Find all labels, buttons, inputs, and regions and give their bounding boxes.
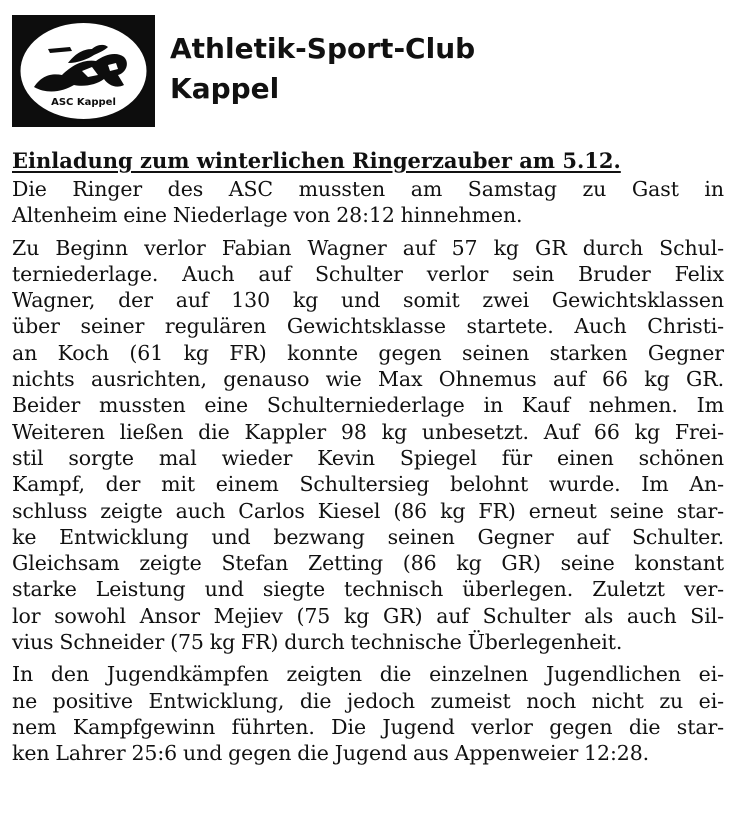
logo-text: ASC Kappel <box>51 97 116 108</box>
paragraph-2 <box>12 235 724 656</box>
text-line: Kampf, der mit einem Schultersieg belohnt wurde. Im An- <box>12 472 724 497</box>
text-line: Zu Beginn verlor Fabian Wagner auf 57 kg GR durch Schul- <box>12 235 724 260</box>
text-line: schluss zeigte auch Carlos Kiesel (86 kg FR) erneut seine star- <box>12 498 724 523</box>
text-line: In den Jugendkämpfen zeigten die einzelnen Jugendlichen ei- <box>12 662 724 687</box>
text-line: Die Ringer des ASC mussten am Samstag zu Gast in <box>12 177 724 201</box>
text-line: ne positive Entwicklung, die jedoch zumeist noch nicht zu ei- <box>12 688 724 713</box>
text-line: starke Leistung und siegte technisch überlegen. Zuletzt ver- <box>12 577 724 602</box>
text-line: ke Entwicklung und bezwang seinen Gegner auf Schulter. <box>12 524 724 549</box>
header <box>12 15 727 127</box>
text-line: an Koch (61 kg FR) konnte gegen seinen starken Gegner <box>12 340 724 365</box>
text-line: Beider mussten eine Schulterniederlage in Kauf nehmen. Im <box>12 393 724 418</box>
text-line: nem Kampfgewinn führten. Die Jugend verlor gegen die star- <box>12 714 724 739</box>
text-line: Gleichsam zeigte Stefan Zetting (86 kg GR) seine konstant <box>12 551 724 576</box>
club-logo <box>12 15 155 127</box>
text-line: vius Schneider (75 kg FR) durch technische Überlegenheit. <box>12 630 623 655</box>
text-line: terniederlage. Auch auf Schulter verlor sein Bruder Felix <box>12 261 724 286</box>
paragraph-1 <box>12 176 724 229</box>
article <box>12 146 724 773</box>
text-line: ken Lahrer 25:6 und gegen die Jugend aus Appenweier 12:28. <box>12 741 650 766</box>
text-line: über seiner regulären Gewichtsklasse startete. Auch Christi- <box>12 314 724 339</box>
club-title-line1: Athletik-Sport-Club <box>170 32 476 65</box>
text-line: Altenheim eine Niederlage von 28:12 hinnehmen. <box>12 203 523 228</box>
text-line: nichts ausrichten, genauso wie Max Ohnemus auf 66 kg GR. <box>12 367 724 392</box>
text-line: lor sowohl Ansor Mejiev (75 kg GR) auf Schulter als auch Sil- <box>12 603 724 628</box>
article-headline: Einladung zum winterlichen Ringerzauber am 5.12. <box>12 148 621 173</box>
text-line: Wagner, der auf 130 kg und somit zwei Gewichtsklassen <box>12 288 724 313</box>
wrestlers-logo-icon <box>12 15 155 127</box>
text-line: stil sorgte mal wieder Kevin Spiegel für einen schönen <box>12 445 724 470</box>
text-line: Weiteren ließen die Kappler 98 kg unbesetzt. Auf 66 kg Frei- <box>12 419 724 444</box>
club-title-line2: Kappel <box>170 72 280 105</box>
club-title <box>170 29 475 109</box>
paragraph-3 <box>12 661 724 766</box>
